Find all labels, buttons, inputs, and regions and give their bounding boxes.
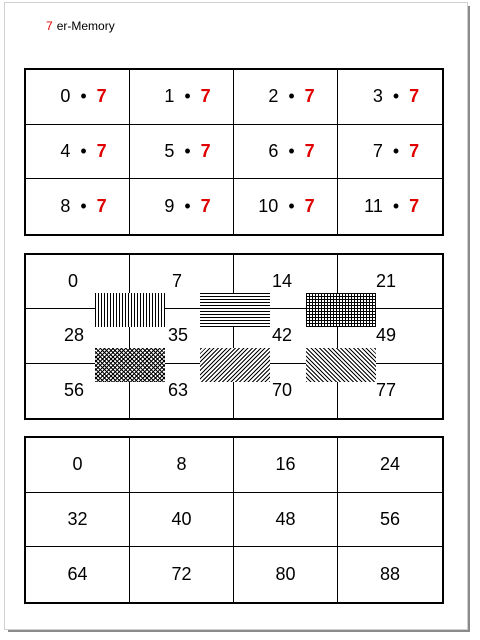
header-number: 7 xyxy=(46,19,53,33)
grid3-cell: 72 xyxy=(130,547,234,602)
grid2-cell: 63 xyxy=(130,364,234,418)
diamond-hatch-patch xyxy=(95,348,165,382)
grid1-cell: 6 • 7 xyxy=(234,125,338,180)
grid1-cell: 9 • 7 xyxy=(130,179,234,234)
grid3-cell: 8 xyxy=(130,438,234,493)
horizontal-hatch-patch xyxy=(200,293,270,327)
grid3-cell: 56 xyxy=(338,493,442,548)
grid1-cell: 5 • 7 xyxy=(130,125,234,180)
grid2-cell: 70 xyxy=(234,364,338,418)
grid1-cell: 3 • 7 xyxy=(338,70,442,125)
multiples-grid xyxy=(24,436,444,604)
grid2-cell: 14 xyxy=(234,255,338,309)
grid1-cell: 0 • 7 xyxy=(26,70,130,125)
grid1-cell: 10 • 7 xyxy=(234,179,338,234)
grid3-cell: 88 xyxy=(379,564,401,585)
header-title: er-Memory xyxy=(56,19,115,33)
grid1-cell: 4 • 7 xyxy=(26,125,130,180)
grid2-cell: 7 xyxy=(130,255,234,309)
grid2-cell: 77 xyxy=(376,379,397,400)
grid3-cell: 16 xyxy=(234,438,338,493)
grid3-cell: 64 xyxy=(26,547,130,602)
grid2-cell: 56 xyxy=(26,364,130,418)
grid2-cell: 0 xyxy=(26,255,130,309)
grid1-cell: 1 • 7 xyxy=(130,70,234,125)
grid2-cell: 35 xyxy=(130,309,234,363)
grid3-cell: 32 xyxy=(26,493,130,548)
diagonal-hatch-patch xyxy=(306,348,376,382)
grid3-cell: 80 xyxy=(234,547,338,602)
grid3-cell: 24 xyxy=(338,438,442,493)
grid3-cell: 48 xyxy=(234,493,338,548)
grid2-cell: 42 xyxy=(234,309,338,363)
multiplication-grid xyxy=(24,68,444,236)
page-header xyxy=(46,19,115,33)
grid2-cell: 21 xyxy=(338,255,442,309)
grid1-cell: 8 • 7 xyxy=(26,179,130,234)
grid1-cell: 11 • 7 xyxy=(364,196,420,217)
grid1-cell: 7 • 7 xyxy=(338,125,442,180)
grid3-cell: 40 xyxy=(130,493,234,548)
grid2-cell: 28 xyxy=(26,309,130,363)
crosshatch-patch xyxy=(306,293,376,327)
grid1-cell: 2 • 7 xyxy=(234,70,338,125)
memory-grid xyxy=(24,253,444,420)
diagonal-hatch-patch xyxy=(200,348,270,382)
grid3-cell: 0 xyxy=(26,438,130,493)
vertical-hatch-patch xyxy=(95,293,165,327)
grid2-cell: 49 xyxy=(338,309,442,363)
